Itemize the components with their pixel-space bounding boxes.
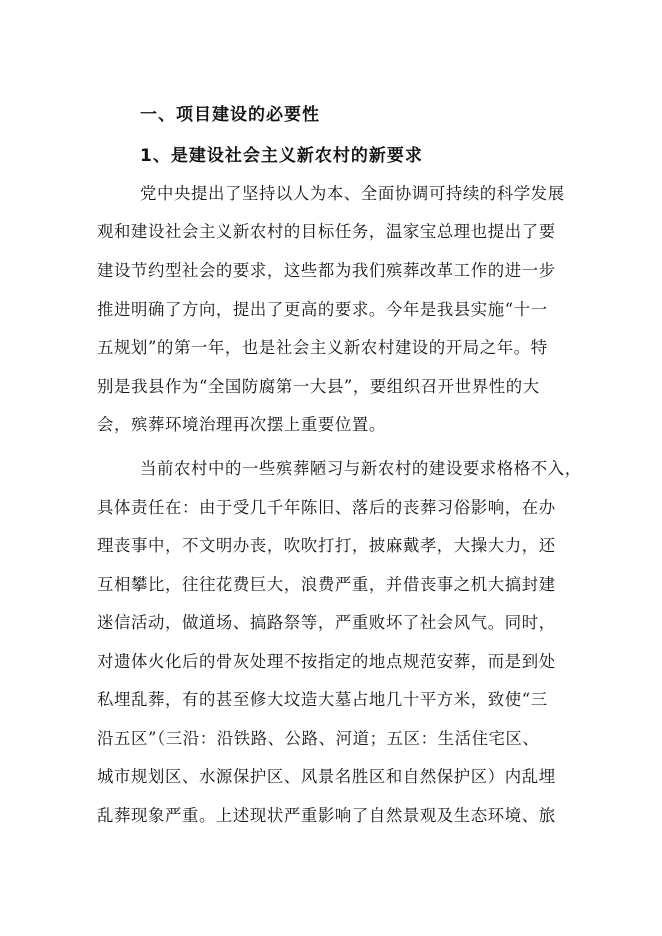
- paragraph-1-line-4: 推进明确了方向，提出了更高的要求。今年是我县实施“十一: [97, 300, 548, 319]
- subsection-heading: 1、是建设社会主义新农村的新要求: [140, 146, 423, 166]
- paragraph-2-line-10: 乱葬现象严重。上述现状严重影响了自然景观及生态环境、旅: [97, 806, 556, 825]
- paragraph-2-line-8: 沿五区”（三沿：沿铁路、公路、河道；五区：生活住宅区、: [97, 729, 540, 748]
- paragraph-2-line-5: 迷信活动，做道场、搞路祭等，严重败坏了社会风气。同时，: [97, 613, 556, 632]
- section-heading: 一、项目建设的必要性: [140, 105, 320, 125]
- paragraph-1-line-2: 观和建设社会主义新农村的目标任务，温家宝总理也提出了要: [97, 222, 556, 241]
- paragraph-1-line-6: 别是我县作为“全国防腐第一大县”，要组织召开世界性的大: [97, 377, 540, 396]
- paragraph-2-line-2: 具体责任在：由于受几千年陈旧、落后的丧葬习俗影响，在办: [97, 498, 556, 517]
- paragraph-2-line-7: 私埋乱葬，有的甚至修大坟造大墓占地几十平方米，致使“三: [97, 690, 548, 709]
- paragraph-2-line-4: 互相攀比，往往花费巨大，浪费严重，并借丧事之机大搞封建: [97, 575, 556, 594]
- paragraph-2-line-1: 当前农村中的一些殡葬陋习与新农村的建设要求格格不入，: [140, 459, 582, 478]
- paragraph-1-line-1: 党中央提出了坚持以人为本、全面协调可持续的科学发展: [140, 184, 565, 203]
- paragraph-2-line-6: 对遗体火化后的骨灰处理不按指定的地点规范安葬，而是到处: [97, 652, 556, 671]
- paragraph-1-line-3: 建设节约型社会的要求，这些都为我们殡葬改革工作的进一步: [97, 261, 556, 280]
- paragraph-1-line-7: 会，殡葬环境治理再次摆上重要位置。: [97, 415, 386, 434]
- paragraph-2-line-9: 城市规划区、水源保护区、风景名胜区和自然保护区）内乱埋: [97, 767, 556, 786]
- paragraph-2-line-3: 理丧事中，不文明办丧，吹吹打打，披麻戴孝，大操大力，还: [97, 536, 556, 555]
- paragraph-1-line-5: 五规划”的第一年，也是社会主义新农村建设的开局之年。特: [97, 338, 548, 357]
